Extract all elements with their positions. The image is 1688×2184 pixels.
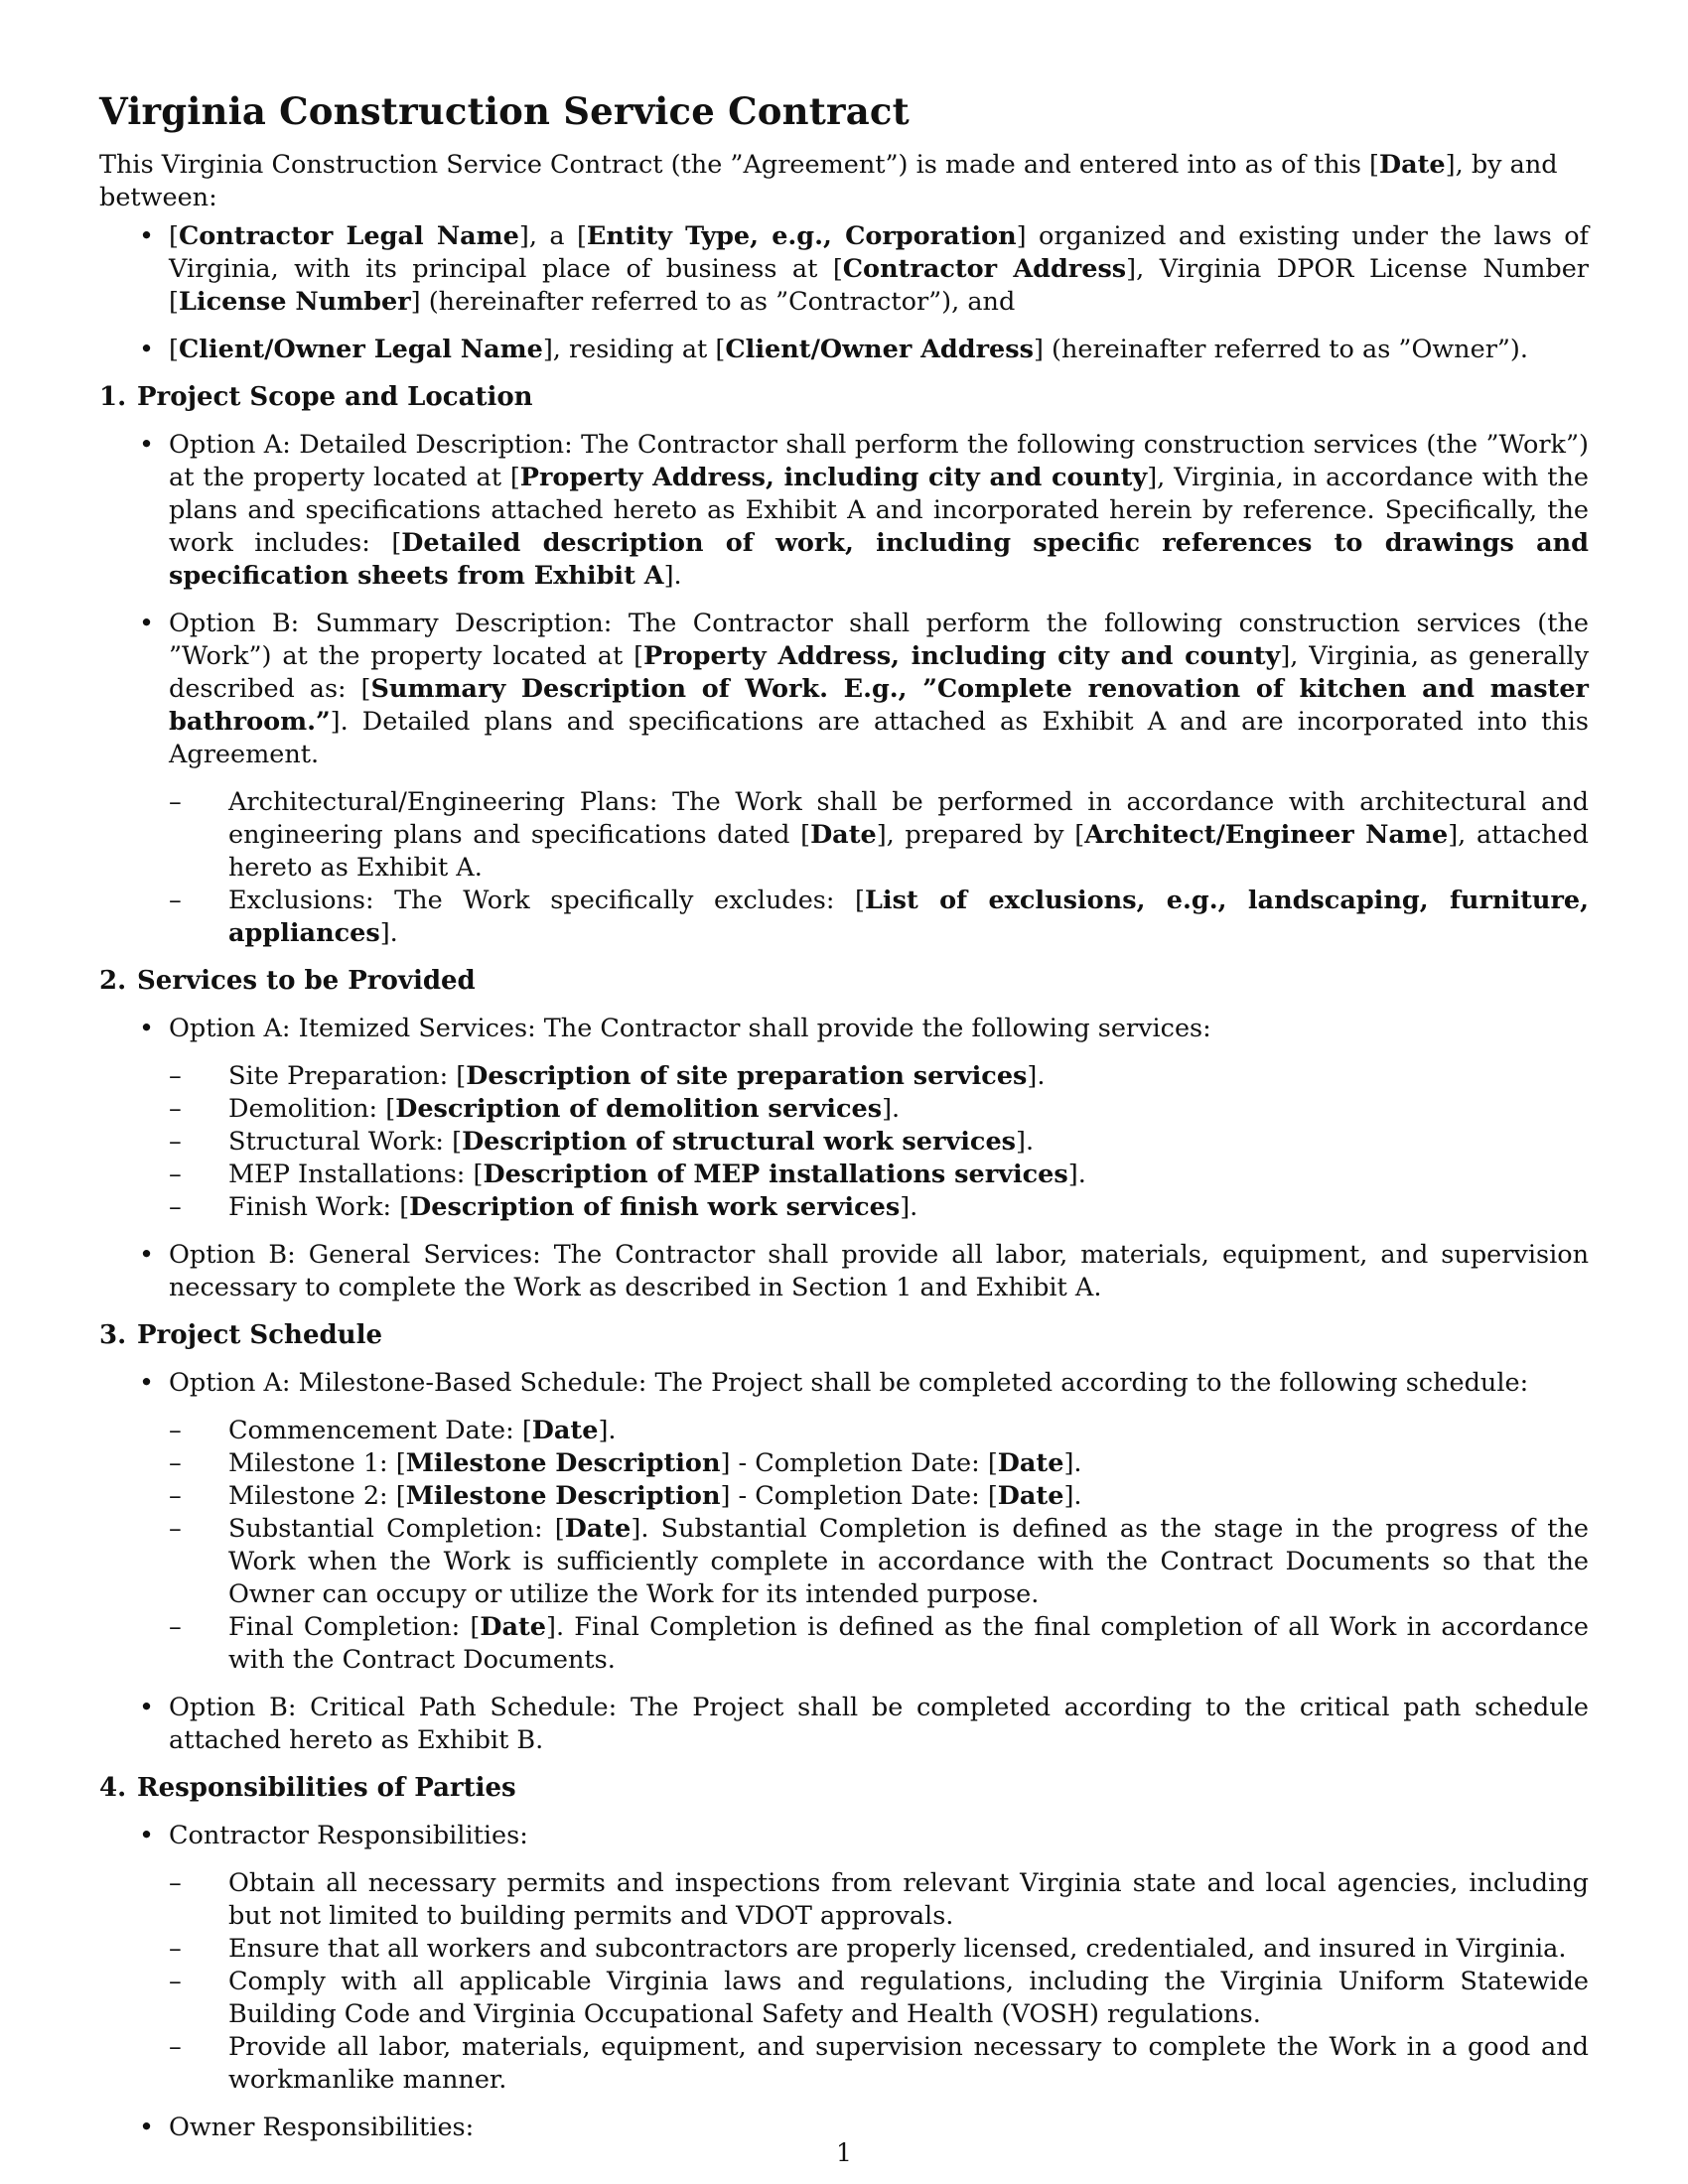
text: [: [169, 221, 179, 251]
date-placeholder: Date: [997, 1448, 1064, 1478]
text: ] - Completion Date: [: [720, 1481, 998, 1511]
work-description-placeholder: Detailed description of work, including specific references to drawings and specification sheets from Exhibit A: [169, 528, 1589, 591]
text: ].: [1027, 1061, 1046, 1091]
text: ]. Detailed plans and specifications are attached as Exhibit A and are incorporated into this Agreement.: [169, 707, 1589, 769]
service-item: [169, 1191, 1589, 1224]
intro-text-end: ], by and between:: [99, 150, 1558, 212]
s1-option-a: [99, 429, 1589, 593]
text: Owner Responsibilities:: [169, 2113, 475, 2142]
text: [: [169, 335, 179, 364]
section-number: 3.: [99, 1320, 127, 1350]
license-number-placeholder: License Number: [178, 287, 411, 317]
milestone-placeholder: Milestone Description: [405, 1448, 721, 1478]
s2-option-b: [99, 1239, 1589, 1304]
text: ], prepared by [: [876, 820, 1085, 850]
section-4-list: [99, 1820, 1589, 2144]
section-number: 4.: [99, 1773, 127, 1803]
text: ]. Substantial Completion is defined as the stage in the progress of the Work when the Work is sufficiently complete in accordance with the Contract Documents so that the Owner can occupy or utilize the Work for its intended purpose.: [228, 1514, 1589, 1609]
section-2-list: [99, 1013, 1589, 1304]
date-placeholder: Date: [480, 1612, 547, 1642]
document-title: Virginia Construction Service Contract: [99, 89, 910, 133]
contractor-responsibilities-list: [169, 1867, 1589, 2097]
date-placeholder: Date: [997, 1481, 1064, 1511]
service-placeholder: Description of structural work services: [462, 1127, 1017, 1157]
text: Site Preparation: [: [228, 1061, 467, 1091]
text: ].: [1067, 1160, 1086, 1189]
s2-services-list: [169, 1060, 1589, 1224]
intro-paragraph: [99, 149, 1589, 214]
section-heading-1: [99, 381, 1589, 414]
parties-list: [99, 220, 1589, 366]
service-item: [169, 1060, 1589, 1093]
property-address-placeholder: Property Address, including city and county: [519, 463, 1148, 492]
s1-sub-list: [169, 786, 1589, 950]
text: ], Virginia, as generally described as: [: [169, 641, 1589, 704]
final-completion-item: [169, 1611, 1589, 1677]
text: ]. Final Completion is defined as the final completion of all Work in accordance with the Contract Documents.: [228, 1612, 1589, 1675]
entity-type-placeholder: Entity Type, e.g., Corporation: [586, 221, 1017, 251]
text: Exclusions: The Work specifically excludes: [: [228, 886, 865, 915]
service-placeholder: Description of demolition services: [395, 1094, 883, 1124]
text: ].: [900, 1192, 918, 1222]
contractor-address-placeholder: Contractor Address: [842, 254, 1127, 284]
property-address-placeholder: Property Address, including city and county: [643, 641, 1281, 671]
section-title: Services to be Provided: [137, 966, 476, 996]
text: Option B: Summary Description: The Contractor shall perform the following construction services (the ”Work”) at the property located at [: [169, 609, 1589, 671]
s1-plans-item: [169, 786, 1589, 885]
service-item: [169, 1093, 1589, 1126]
service-item: [169, 1159, 1589, 1191]
responsibility-item: – Comply with all applicable Virginia laws and regulations, including the Virginia Uniform Statewide Building Code and Virginia Occupational Safety and Health (VOSH) regulations.: [169, 1966, 1589, 2031]
text: Contractor Responsibilities:: [169, 1821, 528, 1850]
party-owner: [99, 334, 1589, 366]
text: ].: [663, 561, 682, 591]
text: Option B: General Services: The Contractor shall provide all labor, materials, equipment, and supervision necessary to complete the Work as described in Section 1 and Exhibit A.: [169, 1240, 1589, 1302]
date-placeholder: Date: [810, 820, 877, 850]
text: ].: [379, 918, 398, 948]
section-title: Project Scope and Location: [137, 382, 533, 412]
text: Structural Work: [: [228, 1127, 463, 1157]
architect-name-placeholder: Architect/Engineer Name: [1084, 820, 1449, 850]
commencement-item: [169, 1415, 1589, 1447]
service-placeholder: Description of finish work services: [409, 1192, 901, 1222]
milestone-2-item: [169, 1480, 1589, 1513]
s1-exclusions-item: [169, 885, 1589, 950]
contractor-responsibilities: [99, 1820, 1589, 2097]
section-heading-2: [99, 965, 1589, 998]
party-contractor: [99, 220, 1589, 319]
text: Option A: Milestone-Based Schedule: The Project shall be completed according to the following schedule:: [169, 1368, 1529, 1398]
text: Finish Work: [: [228, 1192, 410, 1222]
section-1-list: [99, 429, 1589, 950]
section-3-list: [99, 1367, 1589, 1757]
exclusions-placeholder: List of exclusions, e.g., landscaping, furniture, appliances: [228, 886, 1589, 948]
owner-address-placeholder: Client/Owner Address: [725, 335, 1034, 364]
s2-option-a: [99, 1013, 1589, 1224]
milestone-placeholder: Milestone Description: [405, 1481, 721, 1511]
text: Option A: Itemized Services: The Contractor shall provide the following services:: [169, 1014, 1211, 1043]
responsibility-item: – Ensure that all workers and subcontractors are properly licensed, credentialed, and insured in Virginia.: [169, 1933, 1589, 1966]
date-placeholder: Date: [564, 1514, 632, 1544]
section-number: 2.: [99, 966, 127, 996]
text: Architectural/Engineering Plans: The Work shall be performed in accordance with architectural and engineering plans and specifications dated [: [228, 787, 1589, 850]
section-heading-3: [99, 1319, 1589, 1352]
intro-date-placeholder: Date: [1379, 150, 1446, 180]
document-body: [99, 87, 1589, 2159]
text: Milestone 2: [: [228, 1481, 406, 1511]
service-placeholder: Description of site preparation services: [466, 1061, 1028, 1091]
owner-name-placeholder: Client/Owner Legal Name: [178, 335, 543, 364]
text: ], residing at [: [542, 335, 726, 364]
text: ].: [1063, 1448, 1082, 1478]
text: MEP Installations: [: [228, 1160, 484, 1189]
page-number: 1: [836, 2138, 852, 2167]
text: Option A: Detailed Description: The Contractor shall perform the following construction services (the ”Work”) at the property located at [: [169, 430, 1589, 492]
responsibility-item: – Obtain all necessary permits and inspections from relevant Virginia state and local agencies, including but not limited to building permits and VDOT approvals.: [169, 1867, 1589, 1933]
text: ].: [882, 1094, 901, 1124]
text: ] (hereinafter referred to as ”Owner”).: [1033, 335, 1528, 364]
text: Milestone 1: [: [228, 1448, 406, 1478]
text: ].: [1016, 1127, 1035, 1157]
summary-description-placeholder: Summary Description of Work. E.g., ”Complete renovation of kitchen and master bathroom.”: [169, 674, 1589, 737]
text: ], Virginia, in accordance with the plans and specifications attached hereto as Exhibit A and incorporated herein by reference. Specifically, the work includes: [: [169, 463, 1589, 558]
text: ] (hereinafter referred to as ”Contractor”), and: [410, 287, 1016, 317]
date-placeholder: Date: [531, 1416, 599, 1445]
section-title: Responsibilities of Parties: [137, 1773, 516, 1803]
milestone-1-item: [169, 1447, 1589, 1480]
text: Commencement Date: [: [228, 1416, 532, 1445]
text: ], a [: [518, 221, 587, 251]
s3-schedule-list: [169, 1415, 1589, 1677]
contractor-name-placeholder: Contractor Legal Name: [178, 221, 519, 251]
text: Option B: Critical Path Schedule: The Project shall be completed according to the critical path schedule attached hereto as Exhibit B.: [169, 1693, 1589, 1755]
text: ] organized and existing under the laws of Virginia, with its principal place of business at [: [169, 221, 1589, 284]
text: Demolition: [: [228, 1094, 396, 1124]
s3-option-b: [99, 1692, 1589, 1757]
service-placeholder: Description of MEP installations services: [483, 1160, 1068, 1189]
text: ].: [598, 1416, 617, 1445]
section-heading-4: [99, 1772, 1589, 1805]
substantial-completion-item: [169, 1513, 1589, 1611]
text: ], attached hereto as Exhibit A.: [228, 820, 1589, 883]
section-title: Project Schedule: [137, 1320, 382, 1350]
service-item: [169, 1126, 1589, 1159]
text: Substantial Completion: [: [228, 1514, 565, 1544]
text: ], Virginia DPOR License Number [: [169, 254, 1589, 317]
text: Final Completion: [: [228, 1612, 481, 1642]
responsibility-item: – Provide all labor, materials, equipment, and supervision necessary to complete the Work in a good and workmanlike manner.: [169, 2031, 1589, 2097]
text: ] - Completion Date: [: [720, 1448, 998, 1478]
s1-option-b: [99, 608, 1589, 950]
intro-text: This Virginia Construction Service Contract (the ”Agreement”) is made and entered into as of this [: [99, 150, 1380, 180]
section-number: 1.: [99, 382, 127, 412]
text: ].: [1063, 1481, 1082, 1511]
s3-option-a: [99, 1367, 1589, 1677]
